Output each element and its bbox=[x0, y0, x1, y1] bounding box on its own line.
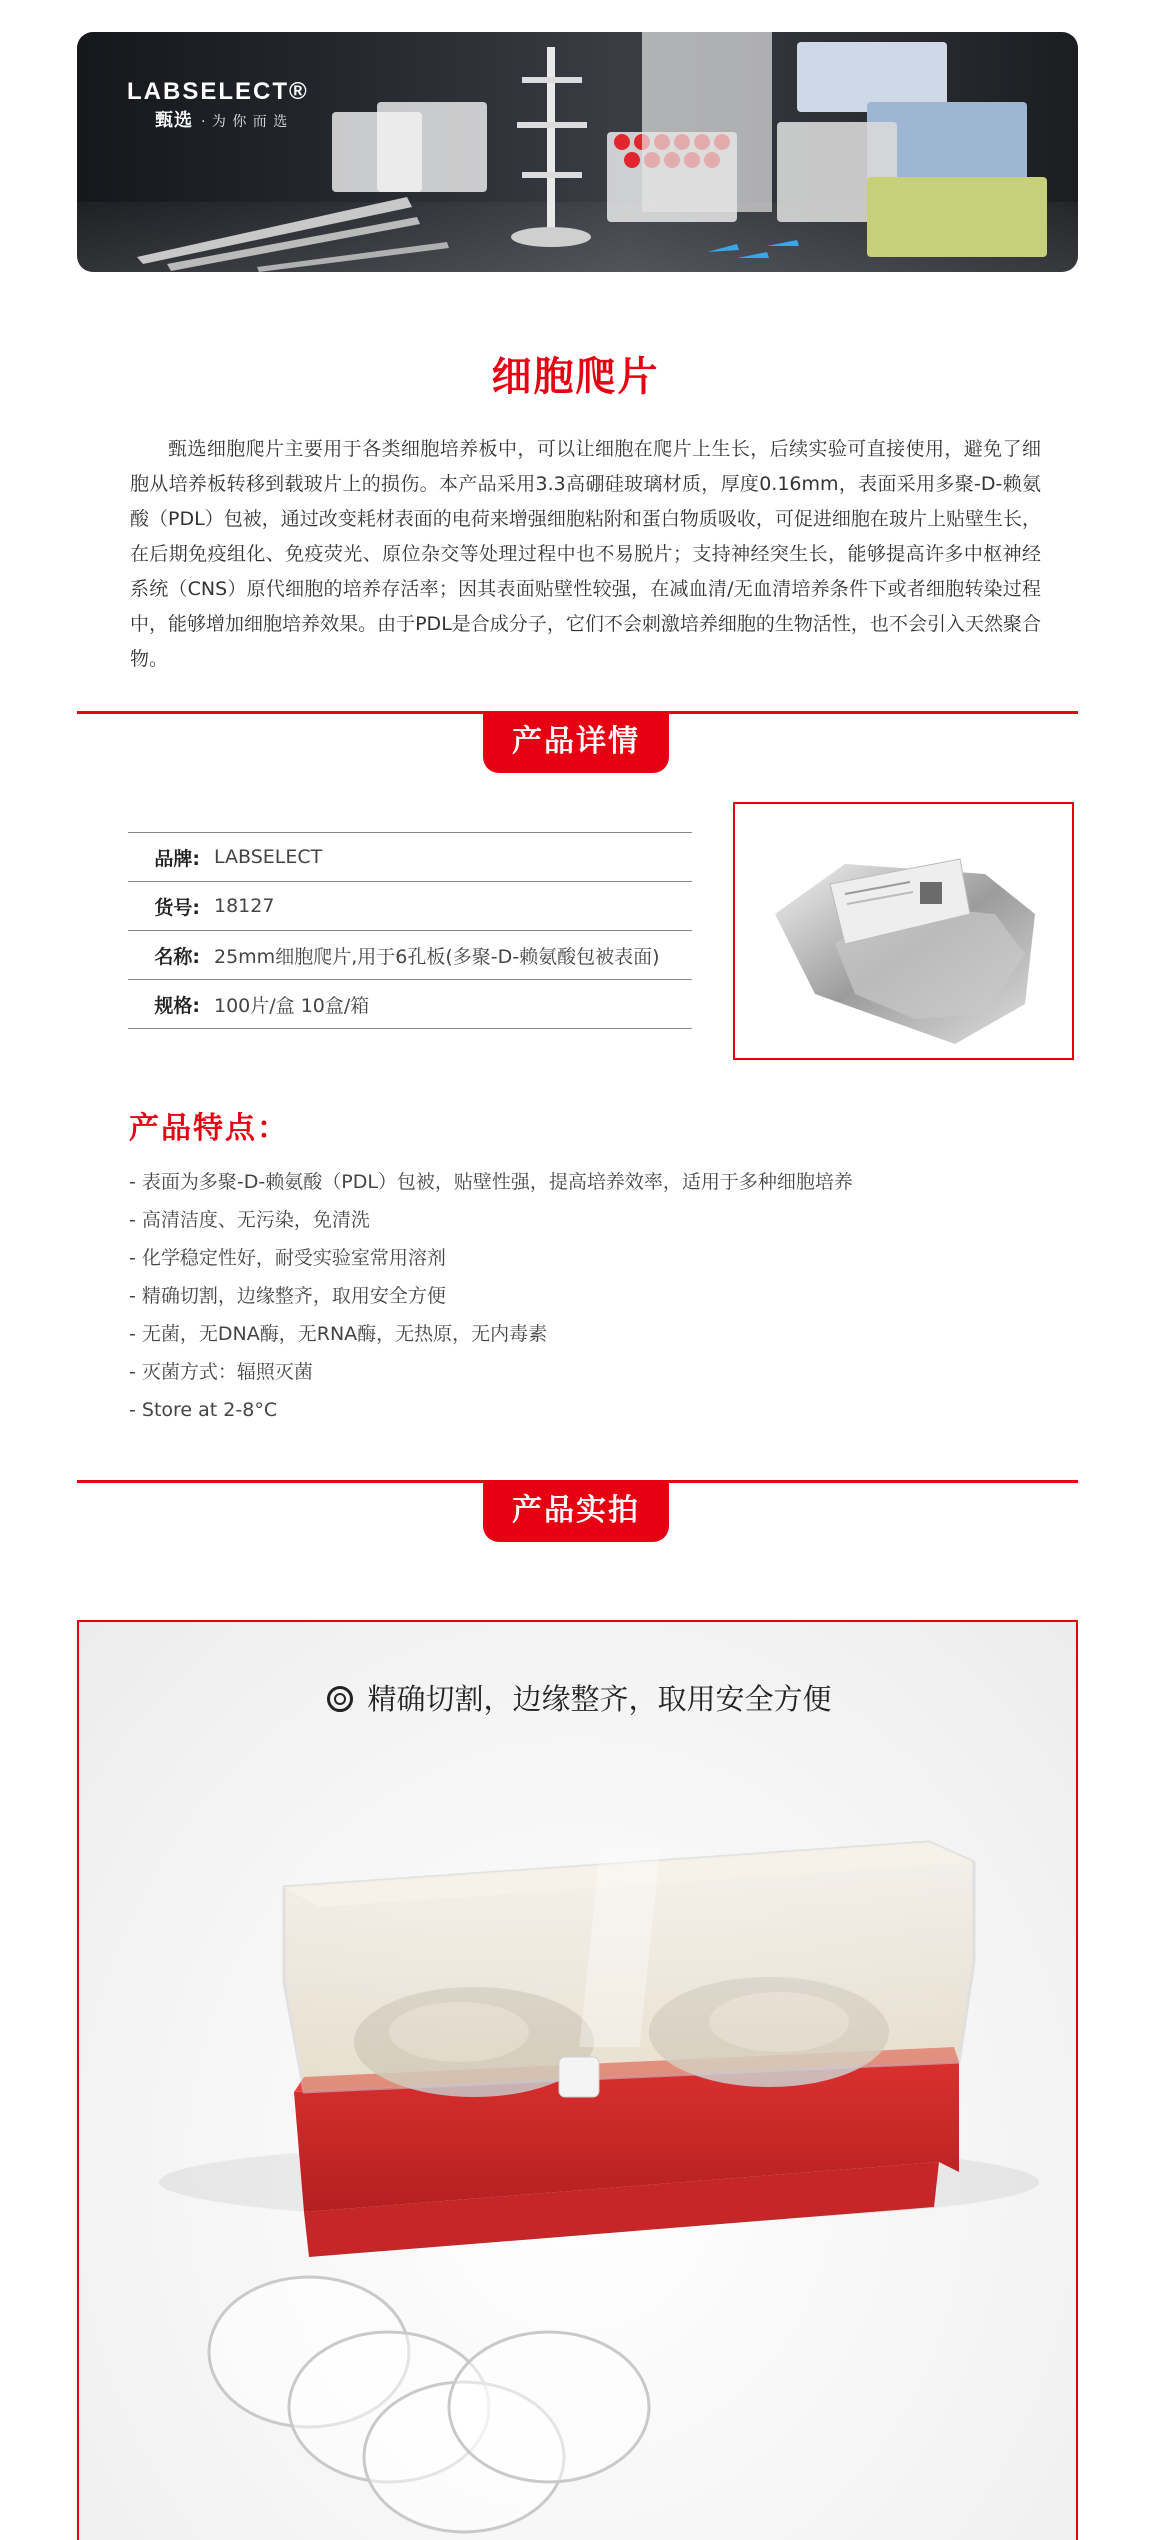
product-photo bbox=[77, 1620, 1078, 2540]
brand-cn: 甄选 bbox=[155, 110, 193, 131]
spec-value: LABSELECT bbox=[214, 846, 323, 868]
pipettes-icon bbox=[137, 197, 449, 272]
banner bbox=[77, 32, 1078, 272]
tip-box-icon bbox=[332, 102, 487, 192]
feature-item: - 表面为多聚-D-赖氨酸（PDL）包被，贴壁性强，提高培养效率，适用于多种细胞培养 bbox=[129, 1171, 853, 1193]
spec-row-sku bbox=[128, 882, 692, 931]
feature-item: - 高清洁度、无污染，免清洗 bbox=[129, 1209, 370, 1231]
feature-item: - 灭菌方式：辐照灭菌 bbox=[129, 1361, 313, 1383]
spec-row-brand bbox=[128, 833, 692, 882]
slide-box-illustration bbox=[79, 1622, 1076, 2540]
section-title-detail: 产品详情 bbox=[483, 713, 669, 773]
spec-value: 100片/盒 10盒/箱 bbox=[214, 994, 370, 1017]
spec-row-spec bbox=[128, 980, 692, 1029]
intro-paragraph: 甄选细胞爬片主要用于各类细胞培养板中，可以让细胞在爬片上生长，后续实验可直接使用，避免了细胞从培养板转移到载玻片上的损伤。本产品采用3.3高硼硅玻璃材质，厚度0.16mm，表面采用多聚-D-赖氨酸（PDL）包被，通过改变耗材表面的电荷来增强细胞粘附和蛋白物质吸收，可促进细胞在玻片上贴壁生长，在后期免疫组化、免疫荧光、原位杂交等处理过程中也不易脱片；支持神经突生长，能够提高许多中枢神经系统（CNS）原代细胞的培养存活率；因其表面贴壁性较强，在减血清/无血清培养条件下或者细胞转染过程中，能够增加细胞培养效果。由于PDL是合成分子，它们不会刺激培养细胞的生物活性，也不会引入天然聚合物。 bbox=[130, 438, 1041, 670]
banner-products-illustration bbox=[77, 32, 1078, 272]
spec-table bbox=[128, 832, 692, 1029]
product-package-photo bbox=[733, 802, 1074, 1060]
spec-key: 品牌: bbox=[154, 847, 200, 870]
large-tip-boxes-icon bbox=[777, 42, 1047, 257]
product-card-icon bbox=[642, 32, 772, 212]
photo-caption-text: 精确切割，边缘整齐，取用安全方便 bbox=[367, 1682, 832, 1716]
spec-row-name bbox=[128, 931, 692, 980]
foil-package-icon bbox=[735, 804, 1072, 1058]
spec-key: 货号: bbox=[154, 896, 200, 919]
brand-slogan: · 为 你 而 选 bbox=[201, 114, 289, 130]
spec-value: 18127 bbox=[214, 895, 275, 917]
coverslips-icon bbox=[209, 2277, 649, 2532]
spec-value: 25mm细胞爬片,用于6孔板(多聚-D-赖氨酸包被表面) bbox=[214, 945, 660, 968]
tube-rack-icon bbox=[511, 47, 591, 247]
feature-item: - 无菌，无DNA酶，无RNA酶，无热原，无内毒素 bbox=[129, 1323, 548, 1345]
spec-key: 规格: bbox=[154, 994, 200, 1017]
features-list bbox=[129, 1163, 1029, 1429]
features-title: 产品特点： bbox=[129, 1111, 289, 1146]
feature-item: - 化学稳定性好，耐受实验室常用溶剂 bbox=[129, 1247, 446, 1269]
blue-tips-icon bbox=[707, 240, 799, 258]
page-title: 细胞爬片 bbox=[491, 354, 660, 400]
spec-key: 名称: bbox=[154, 945, 200, 968]
feature-item: - 精确切割，边缘整齐，取用安全方便 bbox=[129, 1285, 446, 1307]
section-title-photos: 产品实拍 bbox=[483, 1482, 669, 1542]
brand-logo: LABSELECT® bbox=[127, 78, 309, 105]
feature-item: - Store at 2-8°C bbox=[129, 1399, 278, 1421]
